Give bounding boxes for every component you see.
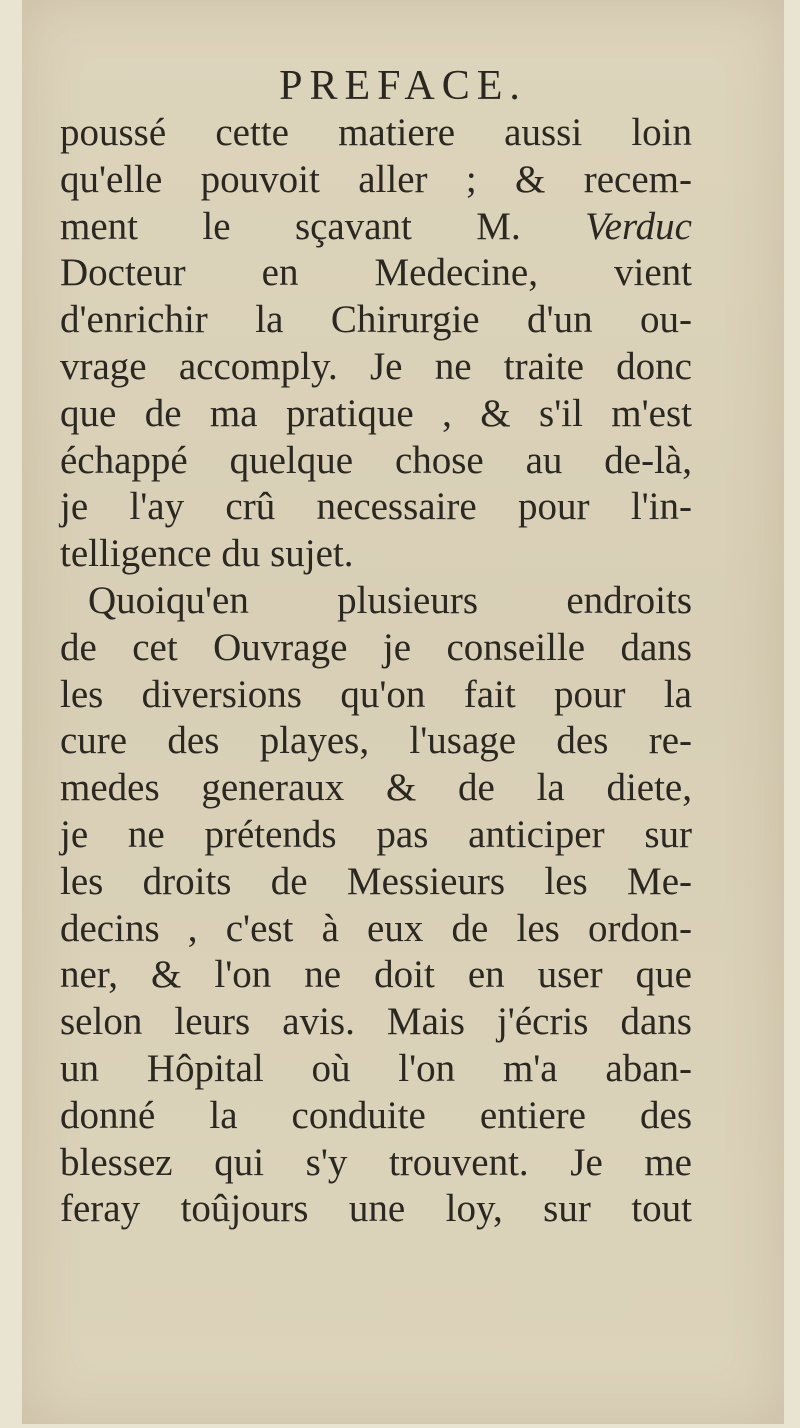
text-line: les droits de Messieurs les Me- — [60, 859, 692, 903]
text-line: donné la conduite entiere des — [60, 1093, 692, 1137]
text-line: feray toûjours une loy, sur tout — [60, 1187, 692, 1231]
text-line: je l'ay crû necessaire pour l'in- — [60, 485, 692, 529]
book-page — [22, 0, 784, 1424]
text-line: je ne prétends pas anticiper sur — [60, 812, 692, 856]
text-line: blessez qui s'y trouvent. Je me — [60, 1140, 692, 1184]
text-line: decins , c'est à eux de les ordon- — [60, 906, 692, 950]
text-line: Quoiqu'en plusieurs endroits — [88, 578, 692, 622]
text-line: Docteur en Medecine, vient — [60, 251, 692, 295]
text-line: qu'elle pouvoit aller ; & recem- — [60, 157, 692, 201]
text-line: ner, & l'on ne doit en user que — [60, 953, 692, 997]
paragraph-1 — [60, 110, 692, 578]
text-line: telligence du sujet. — [60, 532, 354, 576]
text-line: cure des playes, l'usage des re- — [60, 719, 692, 763]
text-line: un Hôpital où l'on m'a aban- — [60, 1046, 692, 1090]
text-line: de cet Ouvrage je conseille dans — [60, 625, 692, 669]
text-line: medes generaux & de la diete, — [60, 766, 692, 810]
text-line: ment le sçavant M. Verduc — [60, 204, 692, 248]
italic-name: Verduc — [585, 204, 692, 248]
text-line: selon leurs avis. Mais j'écris dans — [60, 1000, 692, 1044]
text-line: poussé cette matiere aussi loin — [60, 111, 692, 154]
text-line: d'enrichir la Chirurgie d'un ou- — [60, 298, 692, 342]
text-line: vrage accomply. Je ne traite donc — [60, 344, 692, 388]
body-text — [60, 110, 692, 1233]
paragraph-2 — [60, 578, 692, 1233]
text-line: échappé quelque chose au de-là, — [60, 438, 692, 482]
running-header: PREFACE. — [279, 63, 527, 109]
text-line: que de ma pratique , & s'il m'est — [60, 391, 692, 435]
text-line: les diversions qu'on fait pour la — [60, 672, 692, 716]
